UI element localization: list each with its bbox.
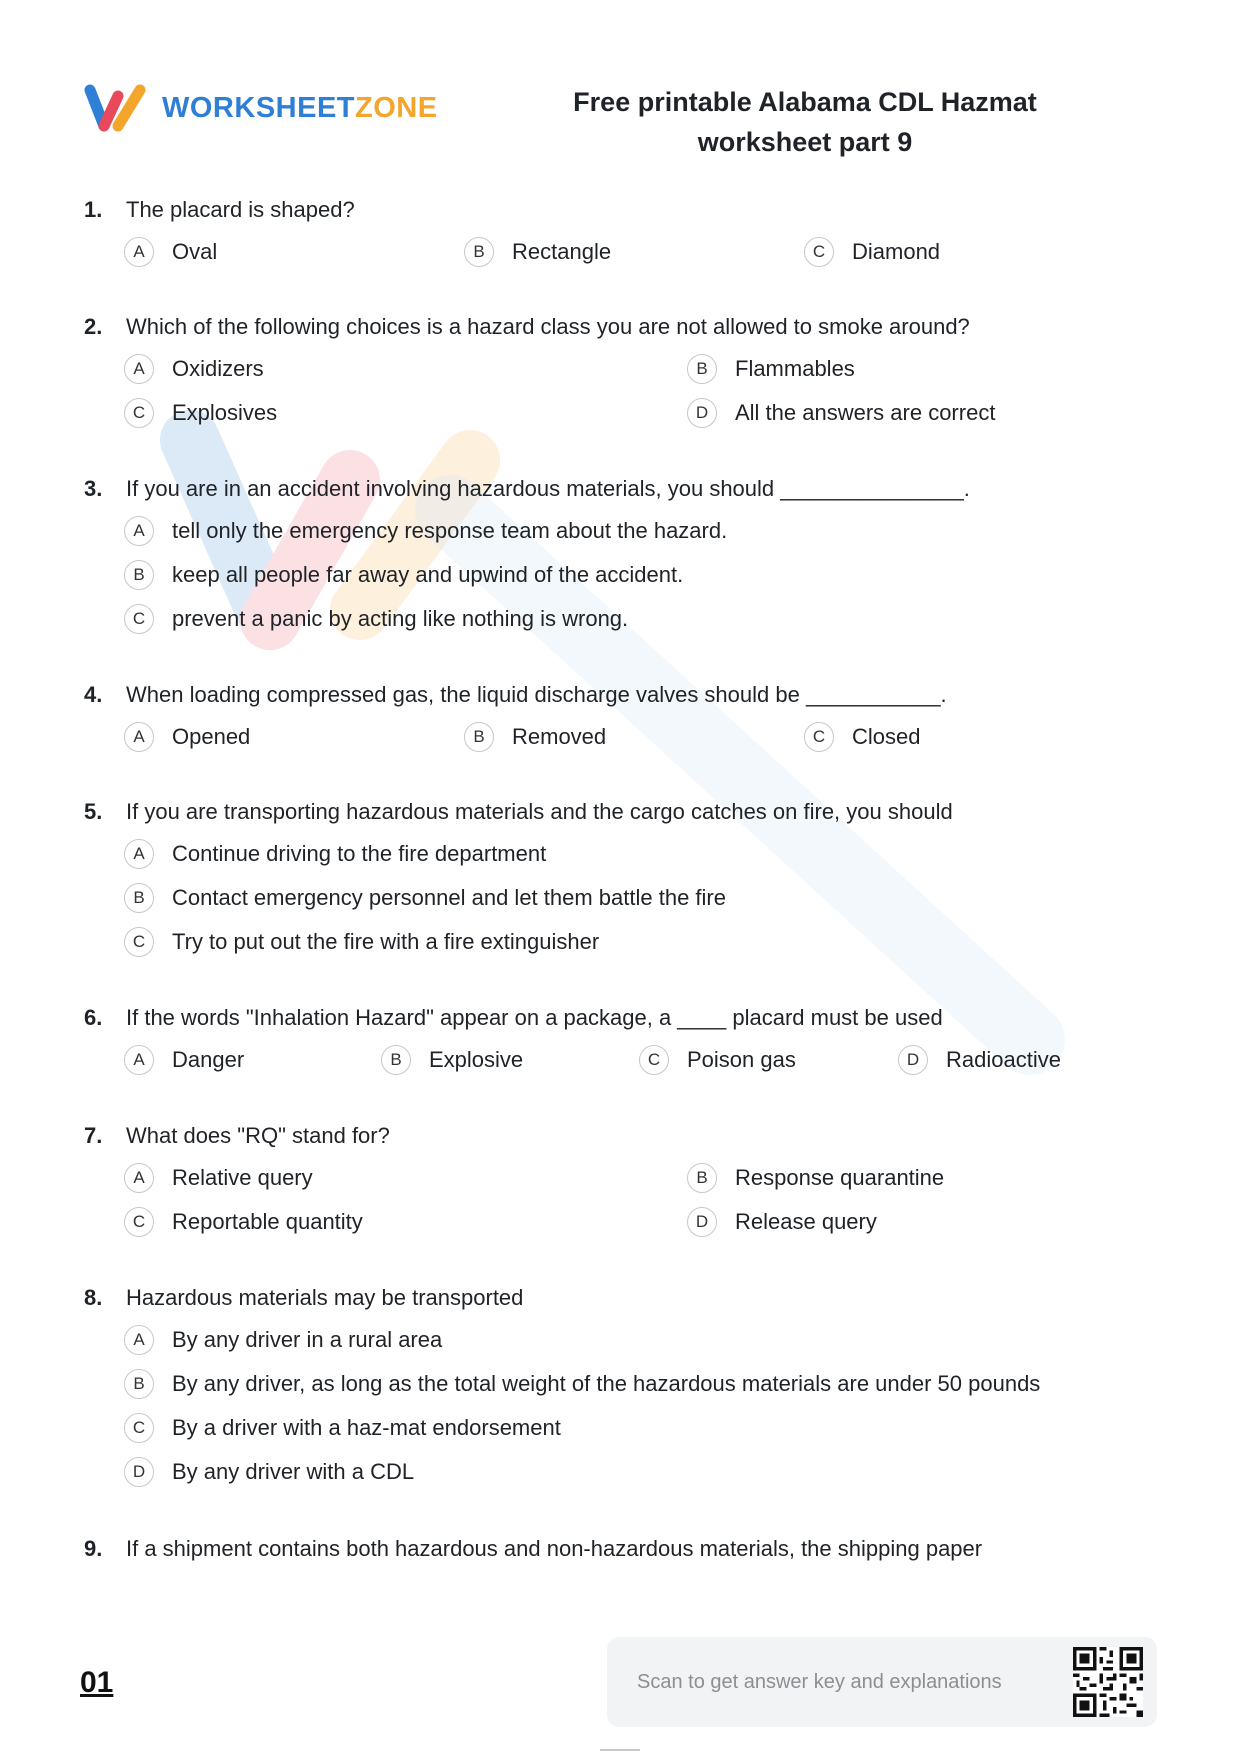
option-text: Danger [172,1047,245,1072]
option-text: By any driver in a rural area [172,1327,443,1352]
answer-key-scan-box[interactable] [607,1637,1157,1727]
option-letter: C [124,1413,154,1443]
option-text: Oxidizers [172,356,264,381]
option-a[interactable] [124,1163,687,1193]
logo-wordmark [162,92,438,125]
option-text: Explosives [172,400,278,425]
question-number: 4. [84,682,103,707]
question-text: If a shipment contains both hazardous and non-hazardous materials, the shipping paper [126,1536,983,1561]
option-text: Release query [735,1209,877,1234]
option-text: Opened [172,724,251,749]
question-1 [84,190,1174,274]
option-b[interactable] [464,237,804,267]
option-text: By a driver with a haz-mat endorsement [172,1415,561,1440]
question-8 [84,1278,1174,1494]
option-letter: C [124,1207,154,1237]
option-letter: D [124,1457,154,1487]
option-b[interactable] [124,883,726,913]
qr-code-icon[interactable] [1073,1645,1143,1719]
question-number: 5. [84,799,103,824]
option-c[interactable] [124,927,599,957]
option-text: Radioactive [946,1047,1061,1072]
option-letter: D [687,1207,717,1237]
bottom-divider [600,1749,640,1751]
option-text: prevent a panic by acting like nothing is wrong. [172,606,629,631]
option-text: Try to put out the fire with a fire extinguisher [172,929,600,954]
question-number: 7. [84,1123,103,1148]
option-a[interactable] [124,1045,381,1075]
option-letter: A [124,1045,154,1075]
question-number: 2. [84,314,103,339]
option-text: By any driver, as long as the total weight of the hazardous materials are under 50 pounds [172,1371,1041,1396]
option-text: Reportable quantity [172,1209,363,1234]
title-line-1: Free printable Alabama CDL Hazmat [573,87,1037,117]
option-letter: B [124,883,154,913]
option-b[interactable] [687,354,855,384]
option-letter: B [381,1045,411,1075]
option-text: tell only the emergency response team about the hazard. [172,518,728,543]
scan-instruction: Scan to get answer key and explanations [637,1670,1002,1693]
question-number: 1. [84,197,103,222]
page-number: 01 [80,1666,114,1699]
question-6 [84,998,1174,1082]
option-text: Oval [172,239,218,264]
option-c[interactable] [124,1207,687,1237]
option-letter: D [898,1045,928,1075]
option-b[interactable] [687,1163,944,1193]
question-text: If you are in an accident involving hazardous materials, you should _______________. [126,476,970,501]
logo-mark-icon [84,82,152,134]
logo-text-zone: ZONE [355,91,438,124]
option-letter: A [124,354,154,384]
question-7 [84,1116,1174,1244]
option-a[interactable] [124,516,727,546]
question-number: 3. [84,476,103,501]
option-text: Removed [512,724,607,749]
option-c[interactable] [124,1413,561,1443]
question-9 [84,1529,1174,1569]
option-letter: B [124,560,154,590]
option-letter: A [124,1325,154,1355]
option-letter: C [124,398,154,428]
option-letter: A [124,237,154,267]
option-letter: A [124,722,154,752]
page-header [0,0,1239,170]
worksheet-title [520,82,1090,162]
option-c[interactable] [804,722,920,752]
question-text: If you are transporting hazardous materials and the cargo catches on fire, you should [126,799,953,824]
option-letter: B [464,722,494,752]
option-text: Poison gas [687,1047,796,1072]
option-letter: A [124,516,154,546]
option-d[interactable] [898,1045,1061,1075]
option-text: Response quarantine [735,1165,945,1190]
question-text: When loading compressed gas, the liquid discharge valves should be ___________. [126,682,947,707]
option-d[interactable] [124,1457,414,1487]
option-text: Relative query [172,1165,313,1190]
option-letter: C [124,604,154,634]
title-line-2: worksheet part 9 [697,127,913,157]
worksheetzone-logo[interactable] [84,82,438,134]
option-text: Flammables [735,356,855,381]
question-text: Which of the following choices is a hazard class you are not allowed to smoke around? [126,314,970,339]
option-letter: D [687,398,717,428]
option-text: keep all people far away and upwind of the accident. [172,562,684,587]
question-3 [84,469,1174,641]
question-number: 6. [84,1005,103,1030]
option-b[interactable] [464,722,804,752]
option-a[interactable] [124,354,687,384]
option-text: By any driver with a CDL [172,1459,415,1484]
question-4 [84,675,1174,759]
option-b[interactable] [381,1045,639,1075]
option-letter: B [687,354,717,384]
option-a[interactable] [124,722,464,752]
option-a[interactable] [124,1325,442,1355]
option-letter: C [804,722,834,752]
option-a[interactable] [124,237,464,267]
option-text: Rectangle [512,239,612,264]
option-letter: C [804,237,834,267]
option-b[interactable] [124,560,683,590]
question-text: What does "RQ" stand for? [126,1123,390,1148]
option-letter: B [687,1163,717,1193]
question-number: 8. [84,1285,103,1310]
question-text: Hazardous materials may be transported [126,1285,524,1310]
question-text: The placard is shaped? [126,197,355,222]
option-d[interactable] [687,398,995,428]
option-c[interactable] [639,1045,898,1075]
option-letter: C [639,1045,669,1075]
option-text: Contact emergency personnel and let them battle the fire [172,885,726,910]
option-letter: C [124,927,154,957]
option-c[interactable] [124,398,687,428]
option-c[interactable] [124,604,628,634]
question-2 [84,307,1174,435]
option-letter: A [124,1163,154,1193]
option-c[interactable] [804,237,940,267]
logo-text-worksheet: WORKSHEET [162,91,355,124]
option-letter: A [124,839,154,869]
option-text: Explosive [429,1047,524,1072]
option-letter: B [124,1369,154,1399]
option-text: All the answers are correct [735,400,996,425]
option-text: Continue driving to the fire department [172,841,547,866]
option-text: Closed [852,724,921,749]
question-text: If the words "Inhalation Hazard" appear on a package, a ____ placard must be used [126,1005,943,1030]
option-text: Diamond [852,239,941,264]
option-d[interactable] [687,1207,877,1237]
option-letter: B [464,237,494,267]
option-a[interactable] [124,839,546,869]
option-b[interactable] [124,1369,1040,1399]
question-5 [84,792,1174,964]
question-number: 9. [84,1536,103,1561]
